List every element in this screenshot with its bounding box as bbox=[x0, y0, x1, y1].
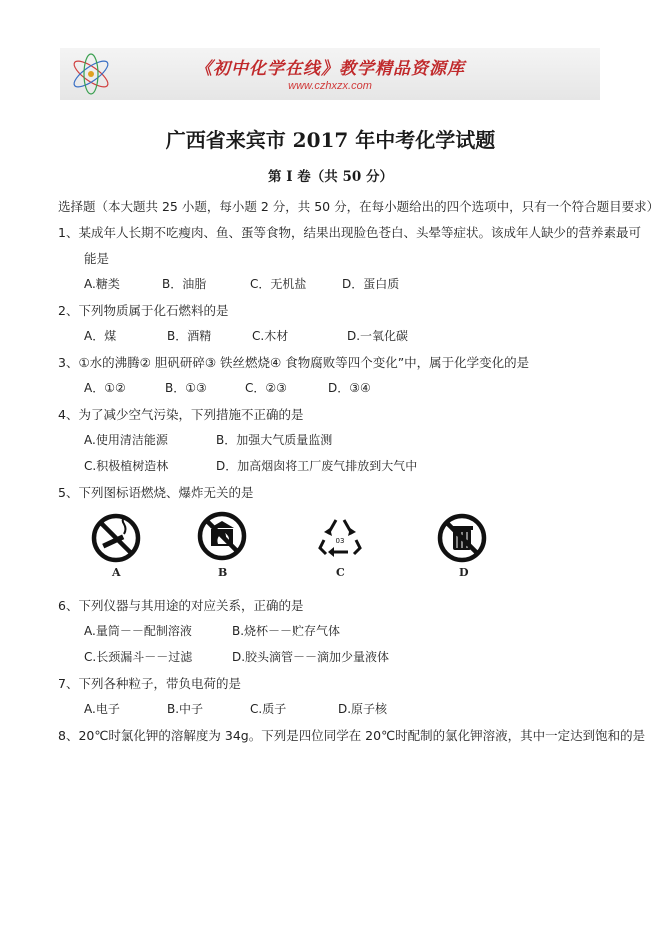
banner-url: www.czhxzx.com bbox=[288, 80, 372, 92]
question-6-option-d: D.胶头滴管－－滴加少量液体 bbox=[232, 650, 390, 664]
question-1-option-b: B．油脂 bbox=[162, 277, 207, 291]
question-3-option-c: C．②③ bbox=[245, 381, 287, 395]
question-4-option-d: D．加高烟囱将工厂废气排放到大气中 bbox=[216, 459, 418, 473]
question-8-stem: 8、20℃时氯化钾的溶解度为 34g。下列是四位同学在 20℃时配制的氯化钾溶液，其中一定达到饱和的是 bbox=[58, 728, 646, 743]
question-4-option-a: A.使用清洁能源 bbox=[84, 433, 168, 447]
question-2-option-b: B．酒精 bbox=[167, 329, 212, 343]
sign-label-c: C bbox=[336, 566, 345, 579]
sign-label-a: A bbox=[112, 566, 121, 579]
sign-label-b: B bbox=[218, 566, 228, 579]
no-smoking-sign-icon bbox=[90, 512, 142, 564]
question-7-option-c: C.质子 bbox=[250, 702, 287, 716]
recycle-code: 03 bbox=[335, 537, 345, 545]
question-3-option-d: D．③④ bbox=[328, 381, 371, 395]
question-7-stem: 7、下列各种粒子，带负电荷的是 bbox=[58, 676, 241, 691]
question-6-option-a: A.量筒－－配制溶液 bbox=[84, 624, 192, 638]
question-2-option-a: A．煤 bbox=[84, 329, 117, 343]
question-1-stem-cont: 能是 bbox=[84, 251, 110, 266]
recycle-sign-icon bbox=[314, 512, 366, 564]
question-2-stem: 2、下列物质属于化石燃料的是 bbox=[58, 303, 229, 318]
no-flammables-sign-icon bbox=[196, 510, 248, 562]
question-2-option-d: D.一氧化碳 bbox=[347, 329, 409, 343]
question-6-option-b: B.烧杯－－贮存气体 bbox=[232, 624, 341, 638]
question-1-option-c: C．无机盐 bbox=[250, 277, 307, 291]
no-dumping-sign-icon bbox=[436, 512, 488, 564]
question-3-option-b: B．①③ bbox=[165, 381, 207, 395]
question-7-option-a: A.电子 bbox=[84, 702, 120, 716]
banner-title: 《初中化学在线》教学精品资源库 bbox=[195, 59, 465, 79]
question-4-stem: 4、为了减少空气污染，下列措施不正确的是 bbox=[58, 407, 304, 422]
question-4-option-c: C.积极植树造林 bbox=[84, 459, 169, 473]
question-3-option-a: A．①② bbox=[84, 381, 126, 395]
question-3-stem: 3、①水的沸腾② 胆矾研碎③ 铁丝燃烧④ 食物腐败等四个变化”中，属于化学变化的是 bbox=[58, 355, 530, 370]
question-1-option-d: D．蛋白质 bbox=[342, 277, 400, 291]
question-2-option-c: C.木材 bbox=[252, 329, 289, 343]
section-instructions: 选择题（本大题共 25 小题，每小题 2 分，共 50 分，在每小题给出的四个选项中，只有一个符合题目要求） bbox=[58, 199, 660, 214]
question-7-option-b: B.中子 bbox=[167, 702, 204, 716]
header-banner bbox=[60, 48, 600, 100]
question-1-stem: 1、某成年人长期不吃瘦肉、鱼、蛋等食物，结果出现脸色苍白、头晕等症状。该成年人缺少的营养素最可 bbox=[58, 225, 641, 240]
question-4-option-b: B．加强大气质量监测 bbox=[216, 433, 333, 447]
question-6-stem: 6、下列仪器与其用途的对应关系，正确的是 bbox=[58, 598, 304, 613]
question-1-option-a: A.糖类 bbox=[84, 277, 120, 291]
question-5-stem: 5、下列图标语燃烧、爆炸无关的是 bbox=[58, 485, 254, 500]
question-7-option-d: D.原子核 bbox=[338, 702, 388, 716]
exam-title: 广西省来宾市 2017 年中考化学试题 bbox=[165, 128, 496, 152]
question-6-option-c: C.长颈漏斗－－过滤 bbox=[84, 650, 193, 664]
sign-label-d: D bbox=[459, 566, 469, 579]
exam-subtitle: 第 I 卷（共 50 分） bbox=[268, 169, 393, 185]
